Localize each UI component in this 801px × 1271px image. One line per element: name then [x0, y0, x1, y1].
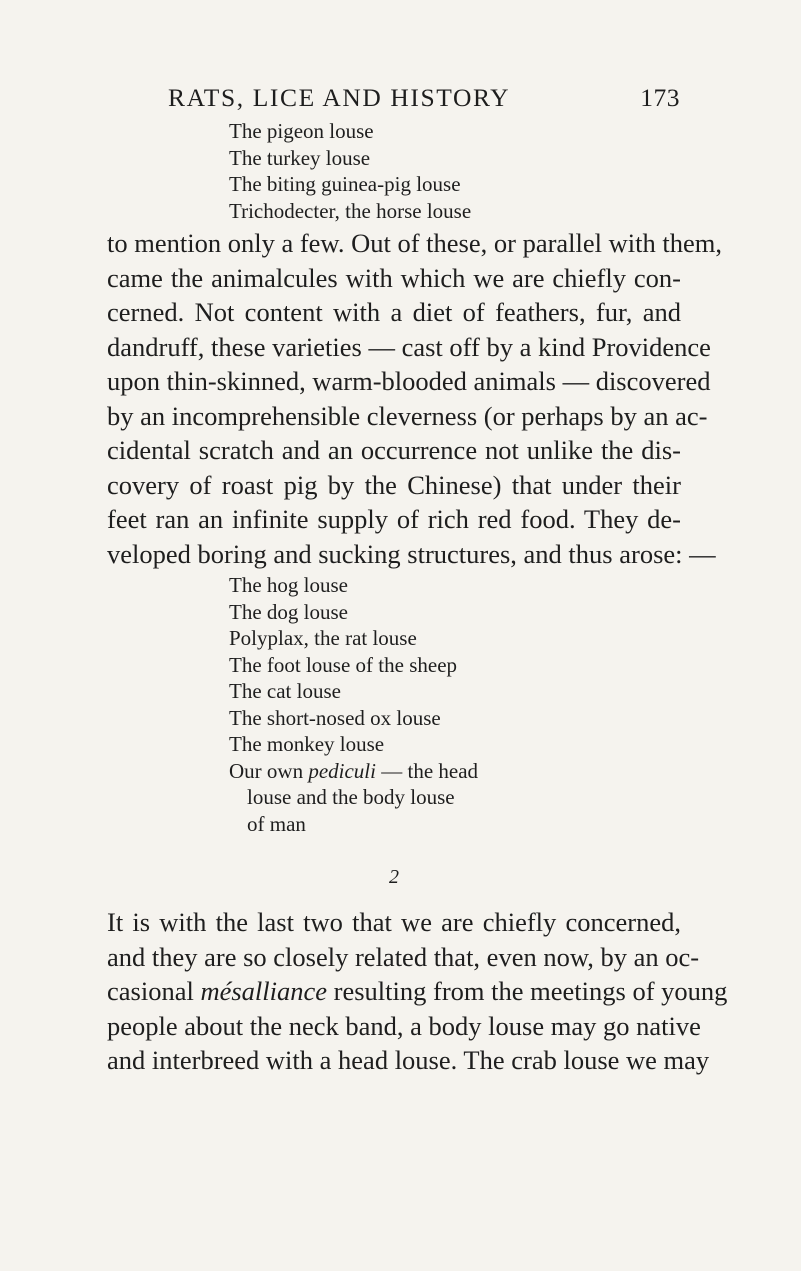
- text-line: people about the neck band, a body louse may go native: [107, 1010, 701, 1041]
- list-item: The short-nosed ox louse: [229, 705, 441, 730]
- list-item-continuation: louse and the body louse: [247, 785, 455, 809]
- text-line: It is with the last two that we are chiefly concerned,: [107, 907, 681, 937]
- louse-list-sucking: [229, 572, 478, 837]
- list-item: Trichodecter, the horse louse: [229, 198, 472, 223]
- paragraph-head-body-louse: [107, 905, 728, 1078]
- text-line: cidental scratch and an occurrence not unlike the dis-: [107, 435, 681, 465]
- text-run: resulting from the meetings of young: [327, 976, 728, 1006]
- italic-term: pediculi: [308, 758, 376, 783]
- text-run: Our own: [229, 758, 309, 783]
- text-line: dandruff, these varieties — cast off by a kind Providence: [107, 331, 711, 362]
- running-head-title: RATS, LICE AND HISTORY: [168, 83, 511, 112]
- list-item: The pigeon louse: [229, 119, 374, 143]
- louse-list-biting: [229, 118, 471, 224]
- list-item-pediculi: [229, 758, 478, 785]
- list-item: The hog louse: [229, 573, 348, 597]
- text-line: upon thin-skinned, warm-blooded animals — discovered: [107, 366, 711, 396]
- text-line: by an incomprehensible cleverness (or perhaps by an ac-: [107, 400, 708, 431]
- text-line: cerned. Not content with a diet of feathers, fur, and: [107, 297, 681, 327]
- list-item: The cat louse: [229, 679, 341, 703]
- list-item: Polyplax, the rat louse: [229, 626, 417, 650]
- list-item: The dog louse: [229, 599, 348, 624]
- text-line: covery of roast pig by the Chinese) that under their: [107, 469, 681, 500]
- text-line: to mention only a few. Out of these, or parallel with them,: [107, 228, 722, 258]
- list-item: The monkey louse: [229, 732, 385, 756]
- italic-term: mésalliance: [200, 976, 328, 1006]
- paragraph-animalcules: [107, 226, 722, 571]
- list-item-continuation: of man: [247, 811, 306, 836]
- list-item: The turkey louse: [229, 145, 371, 170]
- text-run: — the head: [375, 758, 479, 783]
- section-number: 2: [389, 866, 399, 888]
- text-line: feet ran an infinite supply of rich red food. They de-: [107, 504, 681, 534]
- list-item: The biting guinea-pig louse: [229, 172, 461, 196]
- text-line: veloped boring and sucking structures, and thus arose: —: [107, 538, 716, 569]
- text-line: [107, 974, 728, 1009]
- running-head: [168, 80, 680, 116]
- list-item: The foot louse of the sheep: [229, 652, 458, 677]
- page-number: 173: [640, 83, 680, 112]
- text-run: casional: [107, 976, 201, 1006]
- text-line: and they are so closely related that, even now, by an oc-: [107, 941, 700, 972]
- text-line: and interbreed with a head louse. The crab louse we may: [107, 1045, 710, 1075]
- text-line: came the animalcules with which we are chiefly con-: [107, 262, 681, 293]
